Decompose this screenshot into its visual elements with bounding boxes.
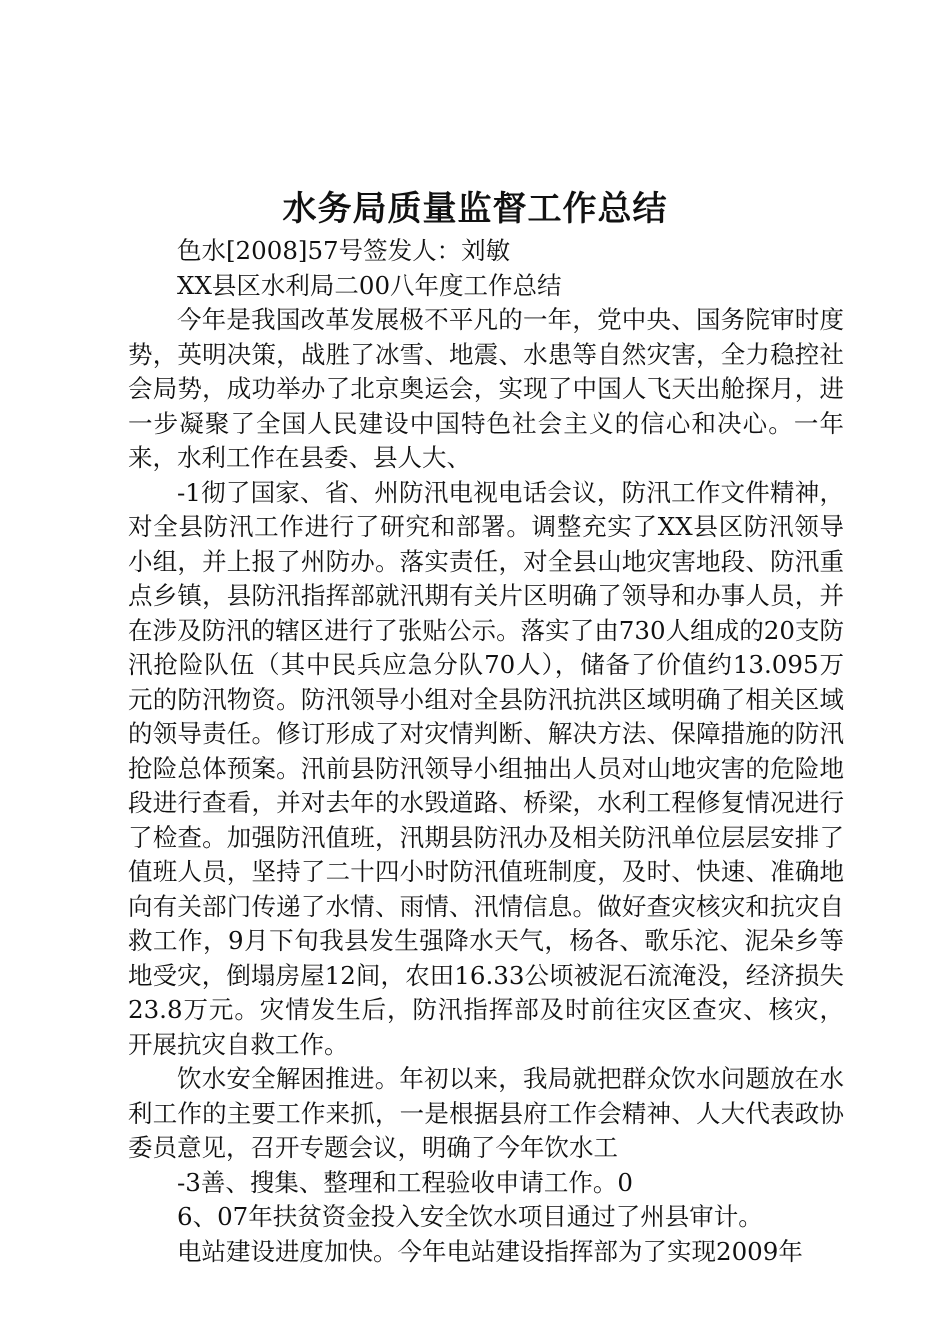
document-title: 水务局质量监督工作总结: [282, 189, 668, 229]
body-paragraph: 6、07年扶贫资金投入安全饮水项目通过了州县审计。: [177, 1202, 763, 1231]
body-paragraph: -1彻了国家、省、州防汛电视电话会议，防汛工作文件精神，对全县防汛工作进行了研究和部署。调整充实了XX县区防汛领导小组，并上报了州防办。落实责任，对全县山地灾害地段、防汛重点乡镇，县防汛指挥部就汛期有关片区明确了领导和办事人员，并在涉及防汛的辖区进行了张贴公示。落实了由730人组成的20支防汛抢险队伍（其中民兵应急分队70人），储备了价值约13.095万元的防汛物资。防汛领导小组对全县防汛抗洪区域明确了相关区域的领导责任。修订形成了对灾情判断、解决方法、保障措施的防汛抢险总体预案。汛前县防汛领导小组抽出人员对山地灾害的危险地段进行查看，并对去年的水毁道路、桥梁，水利工程修复情况进行了检查。加强防汛值班，汛期县防汛办及相关防汛单位层层安排了值班人员，坚持了二十四小时防汛值班制度，及时、快速、准确地向有关部门传递了水情、雨情、汛情信息。做好查灾核灾和抗灾自救工作，9月下旬我县发生强降水天气，杨各、歌乐沱、泥朵乡等地受灾，倒塌房屋12间，农田16.33公顷被泥石流淹没，经济损失23.8万元。灾情发生后，防汛指挥部及时前往灾区查灾、核灾，开展抗灾自救工作。: [128, 477, 844, 1059]
body-paragraph: -3善、搜集、整理和工程验收申请工作。0: [177, 1167, 633, 1197]
document-subtitle-line: XX县区水利局二00八年度工作总结: [177, 270, 562, 300]
body-paragraph: 电站建设进度加快。今年电站建设指挥部为了实现2009年: [177, 1236, 803, 1266]
document-body: [128, 234, 844, 1269]
body-paragraph: 饮水安全解困推进。年初以来，我局就把群众饮水问题放在水利工作的主要工作来抓，一是根据县府工作会精神、人大代表政协委员意见，召开专题会议，明确了今年饮水工: [128, 1064, 844, 1162]
document-reference-line: 色水[2008]57号签发人：刘敏: [177, 236, 511, 265]
body-paragraph: 今年是我国改革发展极不平凡的一年，党中央、国务院审时度势，英明决策，战胜了冰雪、地震、水患等自然灾害，全力稳控社会局势，成功举办了北京奥运会，实现了中国人飞天出舱探月，进一步凝聚了全国人民建设中国特色社会主义的信心和决心。一年来，水利工作在县委、县人大、: [128, 305, 844, 472]
